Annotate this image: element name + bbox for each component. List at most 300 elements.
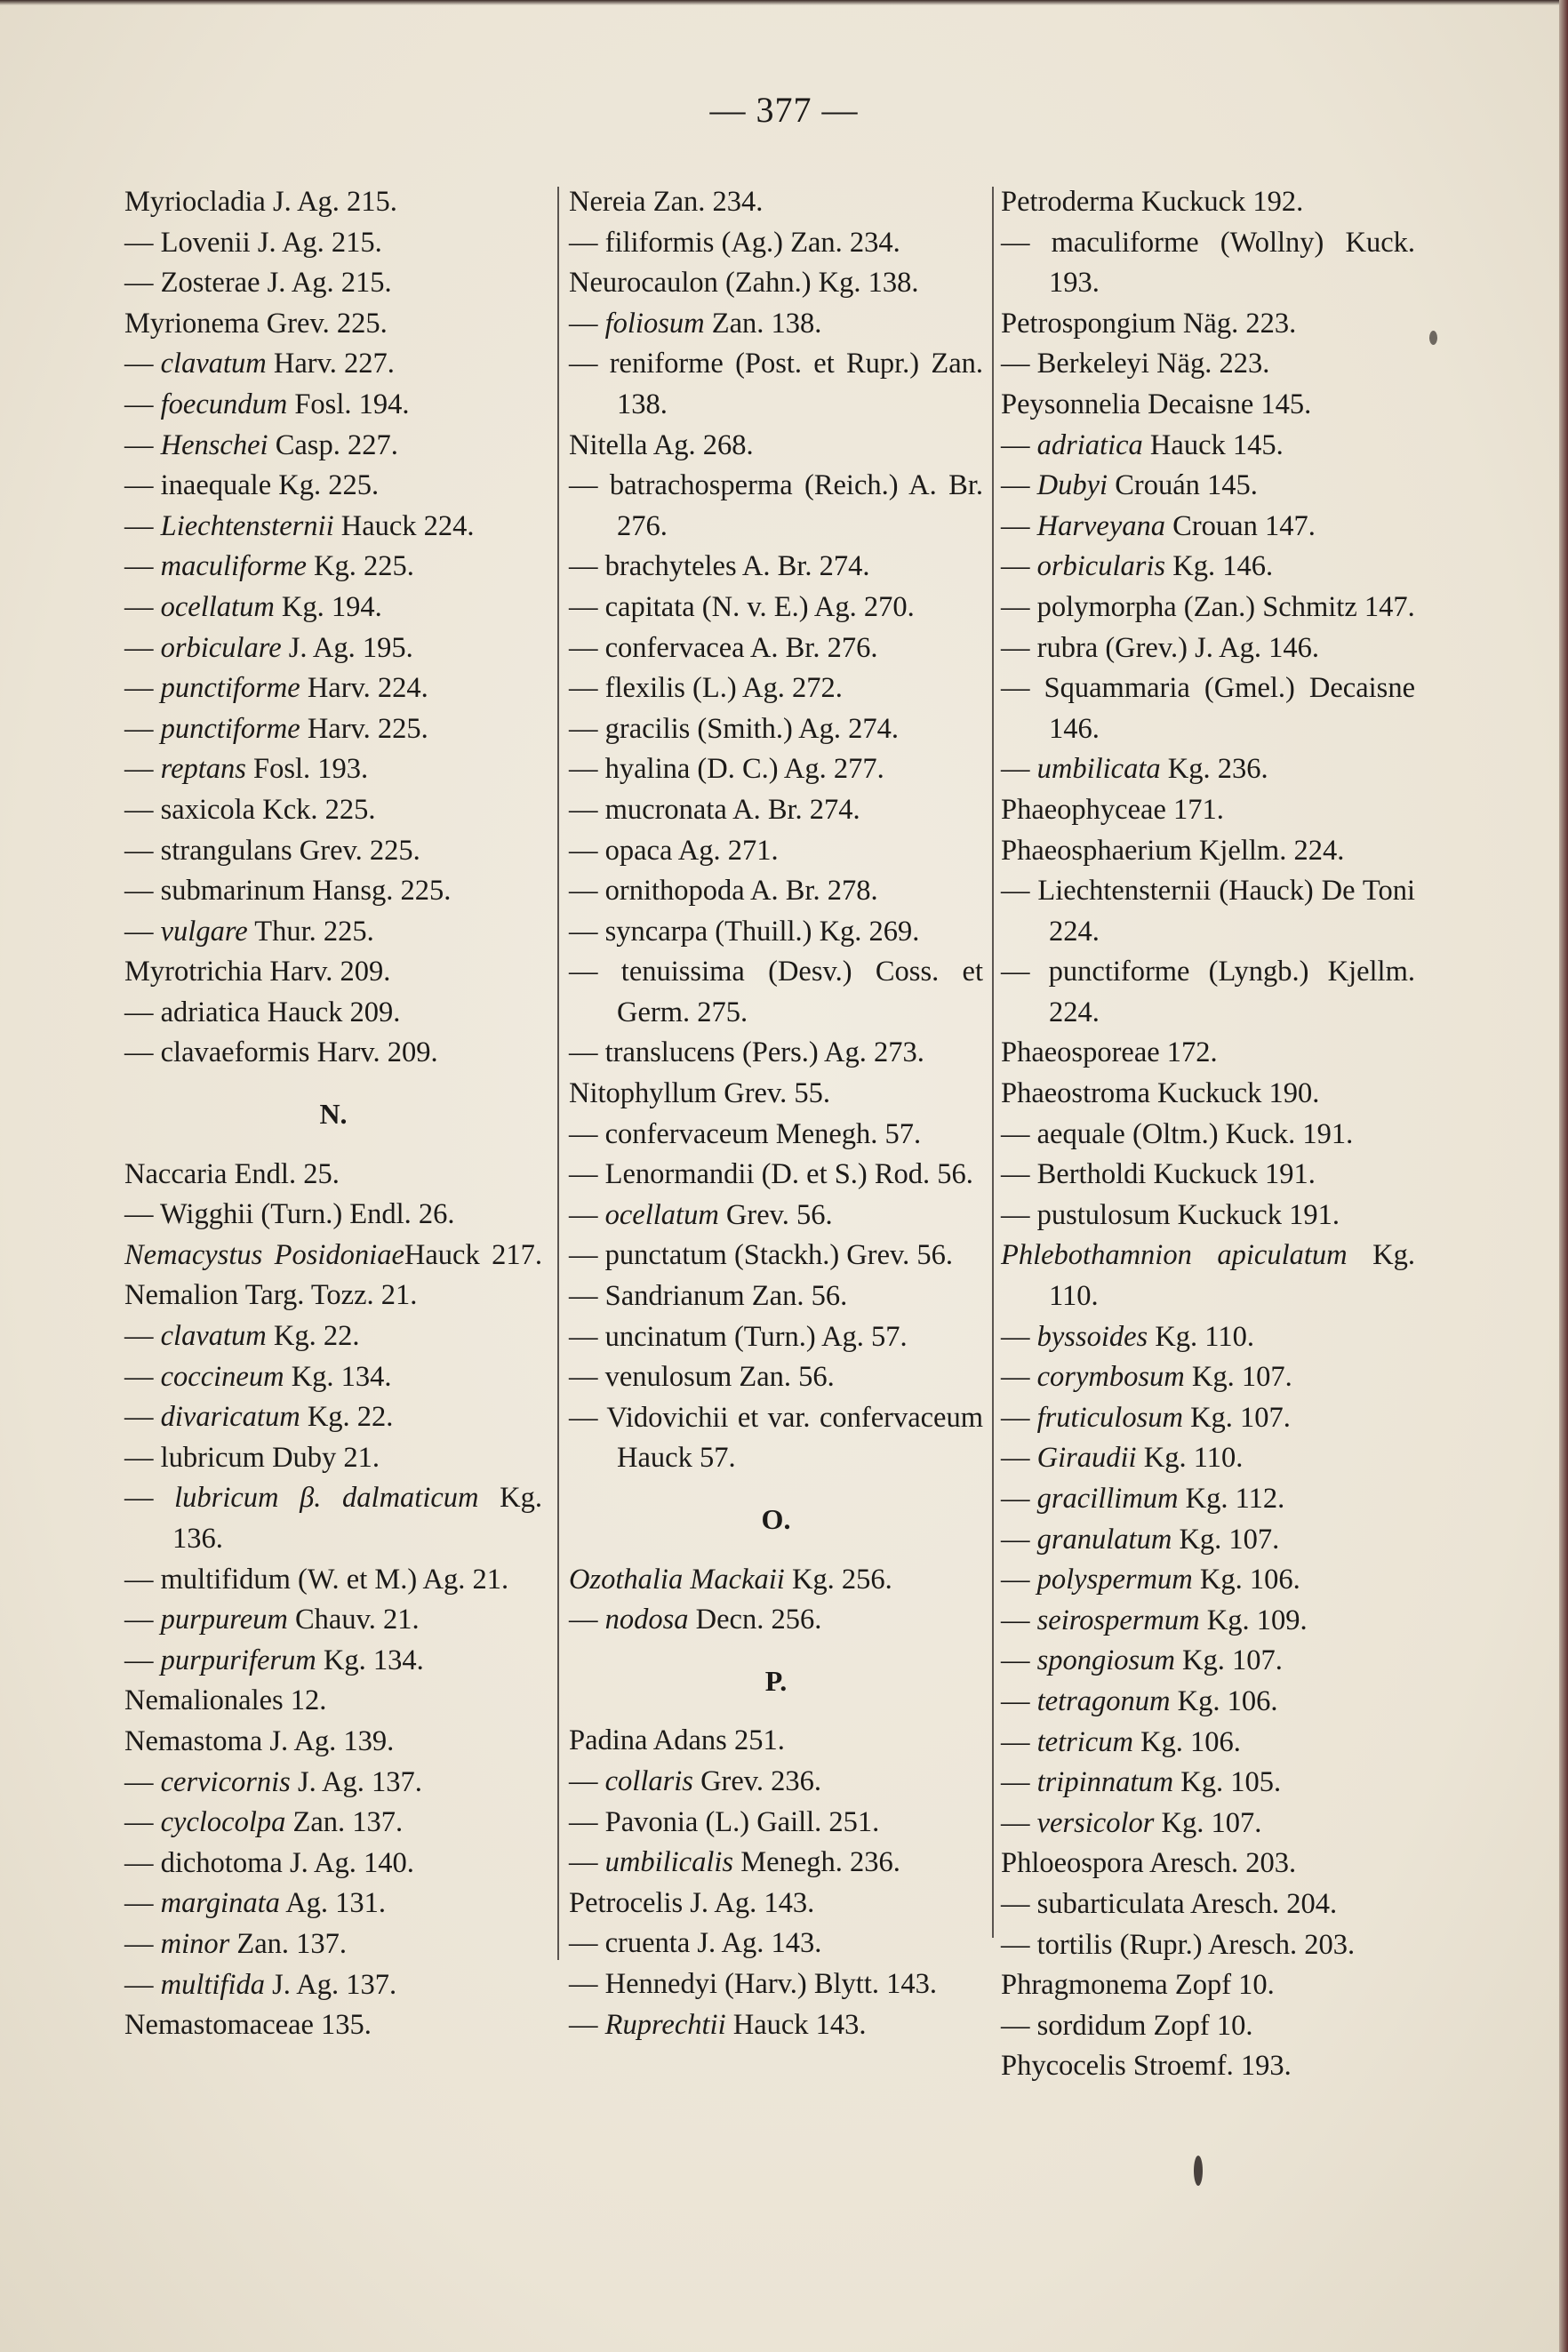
entry-text: — Squammaria (Gmel.) Decaisne 146. <box>1001 672 1415 745</box>
entry-text: Grev. 56. <box>718 1198 833 1231</box>
entry-text: — dichotoma J. Ag. 140. <box>124 1846 414 1879</box>
entry-text: Kg. 107. <box>1184 1361 1292 1394</box>
entry-text: Harv. 227. <box>266 348 395 380</box>
taxon-italic: granulatum <box>1036 1523 1172 1556</box>
index-entry <box>124 912 542 953</box>
entry-text: — <box>124 590 161 623</box>
taxon-italic: vulgare <box>160 915 248 948</box>
index-entry <box>1001 871 1415 952</box>
section-letter: O. <box>761 1503 791 1535</box>
taxon-italic: punctiforme <box>160 672 300 705</box>
index-entry <box>1001 2006 1415 2047</box>
index-entry <box>569 223 983 264</box>
entry-text: — flexilis (L.) Ag. 272. <box>569 672 843 705</box>
taxon-italic: ocellatum <box>604 1198 719 1231</box>
entry-text: Petrocelis J. Ag. 143. <box>569 1886 815 1919</box>
entry-text: — maculiforme (Wollny) Kuck. 193. <box>1001 226 1415 300</box>
entry-text: — <box>124 915 161 948</box>
entry-text: — Hennedyi (Harv.) Blytt. 143. <box>569 1967 937 2000</box>
index-entry <box>124 668 542 709</box>
entry-text: — Berkeleyi Näg. 223. <box>1001 348 1270 380</box>
entry-text: Fosl. 193. <box>245 753 369 786</box>
entry-text: Menegh. 236. <box>733 1846 900 1879</box>
taxon-italic: tetricum <box>1036 1725 1133 1758</box>
index-entry <box>1001 1560 1415 1601</box>
index-entry <box>569 668 983 709</box>
taxon-italic: spongiosum <box>1036 1644 1175 1677</box>
index-entry <box>1001 1357 1415 1398</box>
entry-text: — inaequale Kg. 225. <box>124 469 380 502</box>
index-entry <box>569 1721 983 1762</box>
entry-text: — uncinatum (Turn.) Ag. 57. <box>569 1320 908 1353</box>
index-entry <box>124 426 542 467</box>
entry-text: — <box>1001 1564 1037 1596</box>
index-entry <box>569 1074 983 1115</box>
entry-text: — batrachosperma (Reich.) A. Br. 276. <box>569 469 983 542</box>
entry-text: Kg. 110. <box>1136 1442 1244 1475</box>
entry-text: — tenuissima (Desv.) Coss. et Germ. 275. <box>569 956 983 1028</box>
index-entry <box>1001 304 1415 345</box>
taxon-italic: divaricatum <box>160 1401 300 1434</box>
index-entry <box>1001 2046 1415 2087</box>
index-entry <box>1001 1601 1415 1642</box>
index-entry <box>124 588 542 628</box>
entry-text: — <box>124 1887 161 1920</box>
entry-text: — <box>124 1360 161 1393</box>
entry-text: — <box>1001 1523 1037 1556</box>
index-entry <box>124 993 542 1034</box>
entry-text: Neurocaulon (Zahn.) Kg. 138. <box>569 267 919 300</box>
index-entry <box>1001 1682 1415 1723</box>
entry-text: Kg. 112. <box>1178 1483 1285 1515</box>
page-right-edge <box>1559 0 1568 2352</box>
entry-text: — reniforme (Post. et Rupr.) Zan. 138. <box>569 348 983 420</box>
entry-text: Kg. 106. <box>1192 1564 1300 1596</box>
index-entry <box>569 466 983 547</box>
index-entry <box>1001 1520 1415 1561</box>
taxon-italic: Henschei <box>160 428 268 461</box>
taxon-italic: coccineum <box>160 1360 284 1393</box>
index-entry <box>1001 1074 1415 1115</box>
entry-text: Grev. 236. <box>692 1764 822 1797</box>
index-entry <box>1001 1115 1415 1156</box>
index-entry <box>124 1316 542 1357</box>
index-entry <box>124 1722 542 1763</box>
index-entry <box>124 344 542 385</box>
entry-text: — submarinum Hansg. 225. <box>124 875 452 908</box>
taxon-italic: corymbosum <box>1036 1361 1185 1394</box>
index-entry <box>1001 588 1415 628</box>
entry-text: — <box>124 1927 161 1960</box>
ink-speck <box>1194 2156 1203 2186</box>
entry-text: — cruenta J. Ag. 143. <box>569 1927 822 1960</box>
index-column-3 <box>1001 182 1415 2087</box>
taxon-italic: nodosa <box>604 1604 689 1636</box>
entry-text: — capitata (N. v. E.) Ag. 270. <box>569 590 915 623</box>
section-letter: P. <box>764 1664 788 1697</box>
entry-text: Phaeostroma Kuckuck 190. <box>1001 1077 1320 1110</box>
entry-text: Zan. 137. <box>285 1806 404 1839</box>
entry-text: — gracilis (Smith.) Ag. 274. <box>569 712 900 745</box>
index-entry <box>569 1762 983 1803</box>
entry-text: Casp. 227. <box>268 428 398 461</box>
index-entry <box>1001 628 1415 669</box>
entry-text: — strangulans Grev. 225. <box>124 834 420 867</box>
index-entry <box>124 1438 542 1479</box>
entry-text: — <box>1001 1766 1037 1799</box>
entry-text: — <box>124 1806 161 1839</box>
entry-text: — <box>1001 1806 1037 1839</box>
entry-text: Phaeophyceae 171. <box>1001 793 1224 826</box>
taxon-italic: marginata <box>160 1887 280 1920</box>
entry-text: Myrotrichia Harv. 209. <box>124 956 391 988</box>
entry-text: — Vidovichii et var. confervaceum Hauck 57. <box>569 1401 983 1475</box>
index-entry <box>1001 1763 1415 1804</box>
taxon-italic: Phlebothamnion apiculatum <box>1001 1239 1348 1272</box>
index-entry <box>124 1600 542 1641</box>
entry-text: — adriatica Hauck 209. <box>124 996 401 1028</box>
taxon-italic: orbicularis <box>1036 550 1166 583</box>
taxon-italic: maculiforme <box>160 550 307 583</box>
index-entry <box>1001 1925 1415 1966</box>
index-entry <box>124 466 542 507</box>
entry-text: — filiformis (Ag.) Zan. 234. <box>569 226 900 259</box>
entry-text: — <box>1001 1401 1037 1434</box>
entry-text: — <box>124 712 161 745</box>
entry-text: Ag. 131. <box>279 1887 387 1920</box>
entry-text: Kg. 105. <box>1173 1766 1282 1799</box>
index-entry <box>1001 385 1415 426</box>
index-entry <box>124 790 542 831</box>
entry-text: — translucens (Pers.) Ag. 273. <box>569 1036 924 1069</box>
index-entry <box>569 912 983 953</box>
entry-text: J. Ag. 137. <box>265 1968 397 2001</box>
entry-text: Petroderma Kuckuck 192. <box>1001 186 1304 218</box>
entry-text: Hauck 145. <box>1142 428 1284 461</box>
entry-text: Naccaria Endl. 25. <box>124 1157 340 1190</box>
index-entry <box>569 344 983 425</box>
taxon-italic: foecundum <box>160 388 288 420</box>
entry-text: — <box>124 1644 161 1676</box>
taxon-italic: Nemacystus Posidoniae <box>124 1238 404 1271</box>
index-entry <box>569 1033 983 1074</box>
entry-text: Zan. 138. <box>704 307 822 340</box>
entry-text: — Wigghii (Turn.) Endl. 26. <box>124 1198 455 1231</box>
entry-text: — rubra (Grev.) J. Ag. 146. <box>1001 631 1320 664</box>
index-entry <box>124 1033 542 1074</box>
index-entry <box>1001 1317 1415 1358</box>
index-entry <box>124 1844 542 1884</box>
entry-text: — opaca Ag. 271. <box>569 834 779 867</box>
entry-text: — brachyteles A. Br. 274. <box>569 550 870 583</box>
entry-text: — ornithopoda A. Br. 278. <box>569 875 878 908</box>
index-entry <box>1001 1804 1415 1844</box>
index-entry <box>569 1276 983 1317</box>
index-entry <box>569 1317 983 1358</box>
entry-text: — tortilis (Rupr.) Aresch. 203. <box>1001 1928 1356 1961</box>
entry-text: — <box>124 672 161 705</box>
index-entry <box>1001 952 1415 1033</box>
entry-text: — <box>124 550 161 583</box>
entry-text: — <box>569 1764 605 1797</box>
entry-text: — polymorpha (Zan.) Schmitz 147. <box>1001 590 1415 623</box>
index-entry <box>124 507 542 548</box>
taxon-italic: collaris <box>604 1764 693 1797</box>
taxon-italic: Liechtensternii <box>160 509 334 542</box>
entry-text: — <box>124 388 161 420</box>
entry-text: Kg. 194. <box>274 590 382 623</box>
entry-text: — <box>124 1765 161 1798</box>
index-entry <box>569 1196 983 1236</box>
index-entry <box>569 1357 983 1398</box>
taxon-italic: versicolor <box>1036 1806 1155 1839</box>
entry-text: Decn. 256. <box>688 1604 822 1636</box>
entry-text: Phycocelis Stroemf. 193. <box>1001 2050 1292 2083</box>
entry-text: — <box>124 631 161 664</box>
entry-text: Kg. 146. <box>1165 550 1274 583</box>
taxon-italic: cervicornis <box>160 1765 291 1798</box>
entry-text: — <box>124 1401 161 1434</box>
index-entry <box>124 831 542 872</box>
entry-text: — Sandrianum Zan. 56. <box>569 1280 848 1313</box>
index-entry <box>569 709 983 750</box>
entry-text: — <box>1001 1361 1037 1394</box>
entry-text: J. Ag. 137. <box>290 1765 422 1798</box>
index-entry <box>124 1357 542 1398</box>
index-entry <box>569 749 983 790</box>
entry-text: Crouan 147. <box>1165 509 1316 542</box>
entry-text: Nitella Ag. 268. <box>569 428 754 461</box>
index-entry <box>1001 426 1415 467</box>
entry-text: Peysonnelia Decaisne 145. <box>1001 388 1312 420</box>
entry-text: Zan. 137. <box>229 1927 348 1960</box>
index-entry <box>569 304 983 345</box>
taxon-italic: umbilicata <box>1036 753 1161 786</box>
index-entry <box>124 1155 542 1196</box>
entry-text: Harv. 224. <box>300 672 428 705</box>
entry-text: — clavaeformis Harv. 209. <box>124 1036 438 1069</box>
entry-text: — <box>124 1968 161 2001</box>
index-entry <box>124 1560 542 1601</box>
entry-text: Nitophyllum Grev. 55. <box>569 1077 830 1110</box>
index-entry <box>124 385 542 426</box>
entry-text: — <box>1001 1725 1037 1758</box>
index-entry <box>124 1803 542 1844</box>
entry-text: Kg. 236. <box>1160 753 1268 786</box>
entry-text: Phragmonema Zopf 10. <box>1001 1969 1275 2002</box>
index-entry <box>569 1115 983 1156</box>
entry-text: Kg. 225. <box>306 550 414 583</box>
taxon-italic: Harveyana <box>1036 509 1166 542</box>
entry-text: — confervaceum Menegh. 57. <box>569 1117 922 1150</box>
entry-text: — <box>569 307 605 340</box>
entry-text: — aequale (Oltm.) Kuck. 191. <box>1001 1117 1354 1150</box>
index-entry <box>124 1965 542 2006</box>
entry-text: Hauck 224. <box>333 509 475 542</box>
index-entry <box>1001 1196 1415 1236</box>
taxon-italic: lubricum β. dalmaticum <box>174 1482 479 1515</box>
taxon-italic: adriatica <box>1036 428 1143 461</box>
entry-text: — <box>569 1846 605 1879</box>
entry-text: Hauck 217. <box>404 1238 542 1271</box>
index-entry <box>569 182 983 223</box>
index-entry <box>1001 1723 1415 1764</box>
index-entry <box>569 1924 983 1964</box>
taxon-italic: Ozothalia Mackaii <box>569 1563 785 1596</box>
column-divider-1 <box>557 187 559 1960</box>
entry-text: Kg. 107. <box>1182 1401 1291 1434</box>
index-entry <box>569 1843 983 1884</box>
index-entry <box>124 182 542 223</box>
index-entry <box>124 1681 542 1722</box>
index-entry <box>569 831 983 872</box>
index-entry <box>1001 1236 1415 1316</box>
entry-text: — <box>1001 1604 1037 1636</box>
index-entry <box>569 1155 983 1196</box>
section-letter: N. <box>319 1098 348 1131</box>
entry-text: — saxicola Kck. 225. <box>124 793 376 826</box>
index-entry <box>1001 1398 1415 1439</box>
entry-text: — Lovenii J. Ag. 215. <box>124 226 382 259</box>
entry-text: — <box>569 2008 605 2041</box>
entry-text: Kg. 110. <box>1148 1320 1254 1353</box>
entry-text: — Zosterae J. Ag. 215. <box>124 267 392 300</box>
index-entry <box>1001 1965 1415 2006</box>
entry-text: Padina Adans 251. <box>569 1724 785 1757</box>
index-entry <box>569 790 983 831</box>
taxon-italic: seirospermum <box>1036 1604 1200 1636</box>
entry-text: Kg. 22. <box>266 1320 360 1353</box>
taxon-italic: minor <box>160 1927 230 1960</box>
entry-text: Nemastoma J. Ag. 139. <box>124 1724 395 1757</box>
index-column-1 <box>124 182 542 2046</box>
entry-text: — punctatum (Stackh.) Grev. 56. <box>569 1239 954 1272</box>
index-entry <box>569 871 983 912</box>
entry-text: — <box>124 509 161 542</box>
entry-text: Kg. 107. <box>1174 1644 1283 1677</box>
taxon-italic: cyclocolpa <box>160 1806 286 1839</box>
entry-text: — confervacea A. Br. 276. <box>569 631 878 664</box>
entry-text: Kg. 106. <box>1170 1684 1278 1717</box>
entry-text: — <box>569 1604 605 1636</box>
taxon-italic: multifida <box>160 1968 265 2001</box>
entry-text: — <box>1001 1483 1037 1515</box>
taxon-italic: reptans <box>160 753 246 786</box>
index-entry <box>569 1560 983 1601</box>
index-entry <box>124 1276 542 1316</box>
entry-text: — <box>1001 550 1037 583</box>
index-entry <box>1001 668 1415 749</box>
index-entry <box>124 952 542 993</box>
entry-text: — <box>1001 509 1037 542</box>
entry-text: — <box>124 348 161 380</box>
index-entry <box>1001 1155 1415 1196</box>
index-entry <box>124 1924 542 1965</box>
index-entry <box>569 628 983 669</box>
taxon-italic: gracillimum <box>1036 1483 1179 1515</box>
entry-text: — <box>1001 1684 1037 1717</box>
entry-text: — lubricum Duby 21. <box>124 1441 380 1474</box>
entry-text: — pustulosum Kuckuck 191. <box>1001 1198 1340 1231</box>
index-entry <box>124 547 542 588</box>
index-column-2 <box>569 182 983 2045</box>
index-entry <box>569 1236 983 1276</box>
taxon-italic: Dubyi <box>1036 469 1108 502</box>
entry-text: Nereia Zan. 234. <box>569 186 764 218</box>
entry-text: — punctiforme (Lyngb.) Kjellm. 224. <box>1001 956 1415 1028</box>
index-entry <box>124 1397 542 1438</box>
index-entry <box>569 263 983 304</box>
index-entry <box>124 304 542 345</box>
entry-text: Nemastomaceae 135. <box>124 2009 372 2042</box>
index-entry <box>1001 1884 1415 1925</box>
entry-text: Kg. 134. <box>316 1644 424 1676</box>
index-entry <box>124 263 542 304</box>
index-entry <box>124 871 542 912</box>
entry-text: Nemalion Targ. Tozz. 21. <box>124 1279 418 1312</box>
index-entry <box>569 426 983 467</box>
taxon-italic: tripinnatum <box>1036 1766 1174 1799</box>
taxon-italic: purpuriferum <box>160 1644 316 1676</box>
index-entry <box>124 1763 542 1804</box>
page-top-edge <box>0 0 1568 5</box>
entry-text: — subarticulata Aresch. 204. <box>1001 1887 1338 1920</box>
entry-text: Kg. 110. <box>1049 1239 1415 1313</box>
index-entry <box>1001 182 1415 223</box>
taxon-italic: tetragonum <box>1036 1684 1171 1717</box>
index-entry <box>1001 831 1415 872</box>
entry-text: — <box>1001 753 1037 786</box>
entry-text: Petrospongium Näg. 223. <box>1001 307 1297 340</box>
entry-text: Kg. 136. <box>172 1482 543 1555</box>
index-entry <box>1001 1641 1415 1682</box>
entry-text: Kg. 107. <box>1172 1523 1280 1556</box>
taxon-italic: clavatum <box>160 348 267 380</box>
taxon-italic: fruticulosum <box>1036 1401 1183 1434</box>
entry-text: Kg. 109. <box>1199 1604 1308 1636</box>
index-entry <box>569 952 983 1033</box>
entry-text: — sordidum Zopf 10. <box>1001 2009 1253 2042</box>
entry-text: — <box>1001 1320 1037 1353</box>
entry-text: Crouán 145. <box>1108 469 1258 502</box>
entry-text: — <box>1001 1644 1037 1677</box>
ink-speck <box>1429 331 1437 345</box>
index-entry <box>1001 1033 1415 1074</box>
entry-text: — Bertholdi Kuckuck 191. <box>1001 1158 1316 1191</box>
entry-text: — mucronata A. Br. 274. <box>569 793 860 826</box>
index-entry <box>124 1195 542 1236</box>
entry-text: Kg. 107. <box>1154 1806 1262 1839</box>
entry-text: — <box>124 1604 161 1636</box>
taxon-italic: orbiculare <box>160 631 282 664</box>
entry-text: — Pavonia (L.) Gaill. 251. <box>569 1805 880 1838</box>
entry-text: Phaeosporeae 172. <box>1001 1036 1218 1069</box>
entry-text: Kg. 22. <box>300 1401 394 1434</box>
column-divider-2 <box>992 187 994 1938</box>
index-entry <box>1001 1438 1415 1479</box>
entry-text: Myrionema Grev. 225. <box>124 307 388 340</box>
index-entry <box>569 2005 983 2046</box>
entry-text: — <box>124 1320 161 1353</box>
index-entry <box>1001 344 1415 385</box>
entry-text: J. Ag. 195. <box>281 631 413 664</box>
entry-text: — <box>1001 469 1037 502</box>
entry-text: Kg. 106. <box>1132 1725 1241 1758</box>
index-entry <box>124 1641 542 1682</box>
index-entry <box>569 1964 983 2005</box>
index-entry <box>569 547 983 588</box>
entry-text: Fosl. 194. <box>287 388 410 420</box>
